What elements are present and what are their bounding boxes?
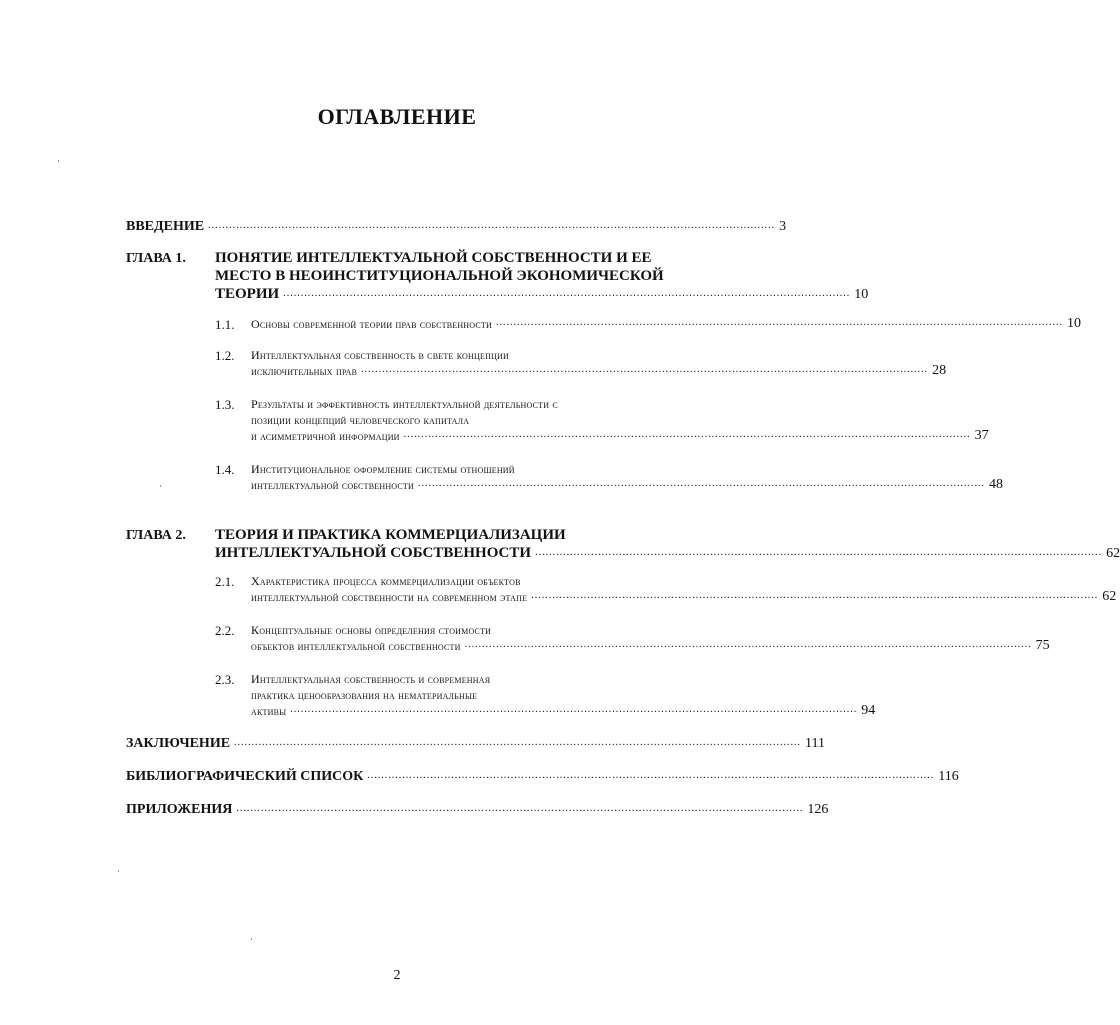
section-number: 2.3. <box>215 672 235 687</box>
section-number: 2.2. <box>215 623 235 638</box>
toc-entry-bibliography[interactable] <box>126 769 959 785</box>
toc-entry-section-1-4[interactable] <box>251 461 1003 493</box>
toc-entry-section-1-1[interactable] <box>251 316 1081 332</box>
page-number: 3 <box>779 219 787 234</box>
toc-entry-section-1-2[interactable] <box>251 347 947 379</box>
section-title-line: активы <box>251 704 287 718</box>
section-number: 2.1. <box>215 574 235 589</box>
toc-entry-section-2-1[interactable] <box>251 573 1117 605</box>
page-number: 94 <box>861 703 876 718</box>
leader-dots: .................................................................................................................................................................. <box>236 803 804 814</box>
section-number: 1.2. <box>215 348 235 363</box>
toc-entry-chapter-2[interactable] <box>215 526 1120 562</box>
toc-entry-label: ПРИЛОЖЕНИЯ <box>126 802 233 817</box>
chapter-2-title-line-2: ИНТЕЛЛЕКТУАЛЬНОЙ СОБСТВЕННОСТИ <box>215 545 532 561</box>
toc-entry-section-1-3[interactable] <box>251 396 989 444</box>
chapter-1-title-line-1: ПОНЯТИЕ ИНТЕЛЛЕКТУАЛЬНОЙ СОБСТВЕННОСТИ И ЕЕ <box>215 250 652 266</box>
leader-dots: .................................................................................................................................................................. <box>208 220 776 231</box>
leader-dots: .................................................................................................................................................................. <box>464 639 1032 650</box>
page-number: 62 <box>1106 546 1120 561</box>
scan-speck <box>251 938 252 940</box>
toc-entry-intro[interactable] <box>126 219 787 235</box>
section-title-line: интеллектуальной собственности <box>251 478 414 492</box>
toc-entry-section-2-3[interactable] <box>251 671 876 719</box>
page-number: 116 <box>938 769 959 784</box>
page-number: 62 <box>1102 589 1117 604</box>
section-title-line: Интеллектуальная собственность и современная <box>251 672 491 686</box>
toc-entry-appendices[interactable] <box>126 802 829 818</box>
leader-dots: .................................................................................................................................................................. <box>417 478 985 489</box>
page-number: 28 <box>932 363 947 378</box>
leader-dots: .................................................................................................................................................................. <box>403 429 971 440</box>
section-title-line: позиции концепций человеческого капитала <box>251 413 470 427</box>
leader-dots: .................................................................................................................................................................. <box>495 317 1063 328</box>
section-title-line: Результаты и эффективность интеллектуальной деятельности с <box>251 397 558 411</box>
scan-speck <box>58 160 59 162</box>
leader-dots: .................................................................................................................................................................. <box>290 704 858 715</box>
section-title-line: интеллектуальной собственности на современном этапе <box>251 590 528 604</box>
page-number: 10 <box>854 287 869 302</box>
chapter-2-title-line-1: ТЕОРИЯ И ПРАКТИКА КОММЕРЦИАЛИЗАЦИИ <box>215 527 566 543</box>
section-number: 1.1. <box>215 317 235 332</box>
section-title-line: Характеристика процесса коммерциализации объектов <box>251 574 521 588</box>
page-number: 37 <box>974 428 989 443</box>
section-title-line: Институциональное оформление системы отношений <box>251 462 515 476</box>
leader-dots: .................................................................................................................................................................. <box>531 590 1099 601</box>
section-title-line: Интеллектуальная собственность в свете концепции <box>251 348 509 362</box>
scan-speck <box>118 870 119 872</box>
section-number: 1.4. <box>215 462 235 477</box>
page-footer-number: 2 <box>393 968 401 983</box>
chapter-1-label: ГЛАВА 1. <box>126 251 186 266</box>
page-number: 126 <box>807 802 829 817</box>
section-title-line: и асимметричной информации <box>251 429 400 443</box>
page-number: 10 <box>1066 316 1081 331</box>
toc-entry-section-2-2[interactable] <box>251 622 1050 654</box>
section-title-line: объектов интеллектуальной собственности <box>251 639 461 653</box>
leader-dots: .................................................................................................................................................................. <box>535 547 1103 558</box>
page-number: 111 <box>805 736 826 751</box>
chapter-2-label: ГЛАВА 2. <box>126 528 186 543</box>
section-title-line: исключительных прав <box>251 364 358 378</box>
chapter-1-title-line-2: МЕСТО В НЕОИНСТИТУЦИОНАЛЬНОЙ ЭКОНОМИЧЕСКОЙ <box>215 268 664 284</box>
toc-entry-label: БИБЛИОГРАФИЧЕСКИЙ СПИСОК <box>126 769 364 784</box>
leader-dots: .................................................................................................................................................................. <box>367 770 935 781</box>
chapter-1-title-line-3: ТЕОРИИ <box>215 286 280 302</box>
scan-speck <box>160 485 161 487</box>
section-title-line: практика ценообразования на нематериальные <box>251 688 478 702</box>
section-number: 1.3. <box>215 397 235 412</box>
section-title-line: Основы современной теории прав собственности <box>251 317 492 331</box>
leader-dots: .................................................................................................................................................................. <box>361 364 929 375</box>
toc-entry-label: ВВЕДЕНИЕ <box>126 219 205 234</box>
section-title-line: Концептуальные основы определения стоимости <box>251 623 492 637</box>
toc-entry-conclusion[interactable] <box>126 736 826 752</box>
page-title: ОГЛАВЛЕНИЕ <box>317 104 477 129</box>
toc-entry-label: ЗАКЛЮЧЕНИЕ <box>126 736 231 751</box>
toc-entry-chapter-1[interactable] <box>215 249 869 303</box>
leader-dots: .................................................................................................................................................................. <box>234 737 802 748</box>
page-number: 75 <box>1035 638 1050 653</box>
leader-dots: .................................................................................................................................................................. <box>283 288 851 299</box>
page-number: 48 <box>988 477 1003 492</box>
